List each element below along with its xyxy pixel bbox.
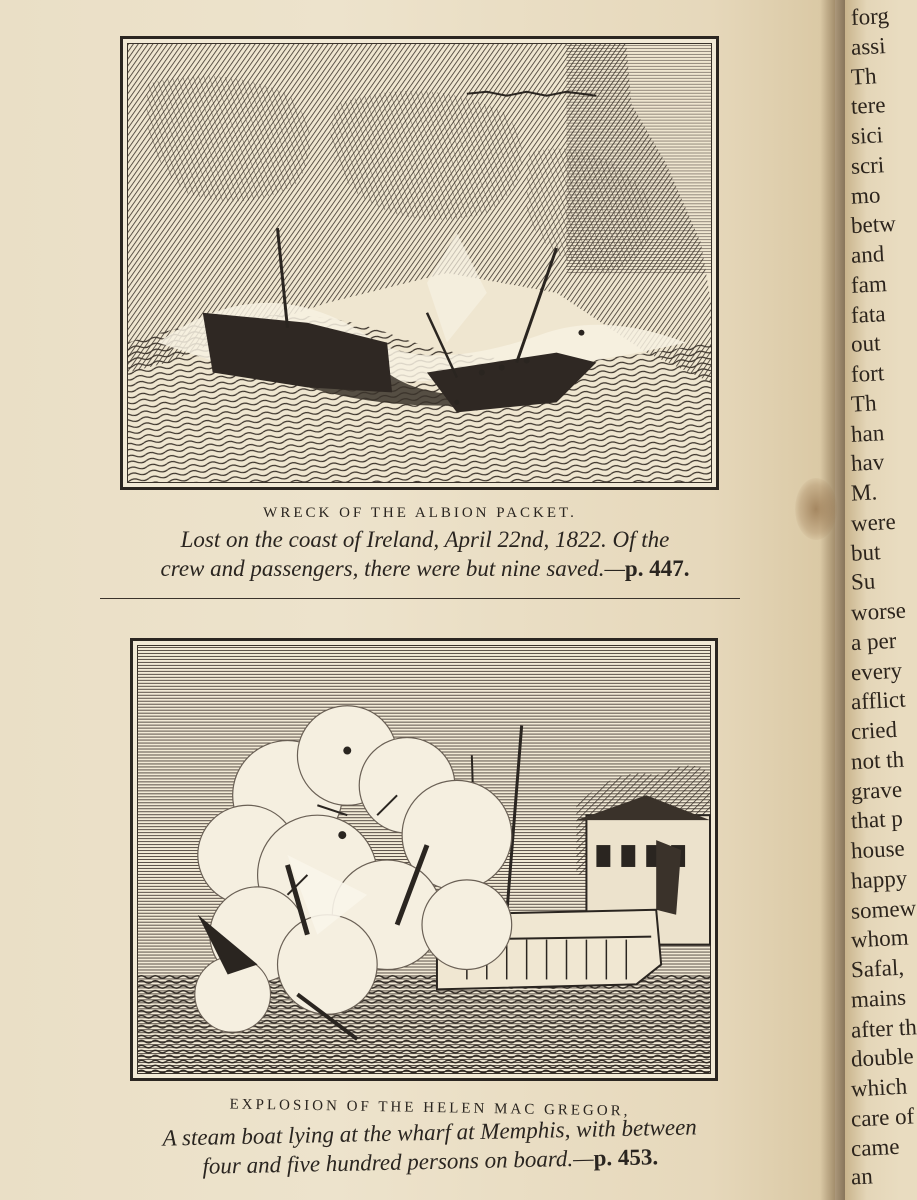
facing-page-fragment: that p	[850, 805, 904, 834]
engraving-frame	[127, 43, 712, 483]
facing-page-fragment: not th	[850, 746, 905, 775]
facing-page-fragment: Th	[850, 390, 878, 417]
facing-page	[845, 0, 917, 1200]
facing-page-fragment: tere	[850, 92, 887, 120]
facing-page-fragment: han	[850, 419, 885, 447]
plate1-title: WRECK OF THE ALBION PACKET.	[263, 505, 577, 521]
facing-page-fragment: but	[850, 538, 881, 566]
facing-page-fragment: fam	[850, 270, 888, 298]
plate1-page-ref: p. 447.	[624, 556, 690, 581]
wreck-illustration	[128, 44, 711, 482]
plate1-caption	[80, 525, 770, 583]
facing-page-fragment: scri	[850, 151, 885, 179]
facing-page-fragment: fata	[850, 300, 887, 328]
facing-page-fragment: double	[850, 1043, 915, 1072]
facing-page-fragment: assi	[850, 32, 887, 60]
plate2-title: EXPLOSION OF THE HELEN MAC GREGOR,	[229, 1096, 631, 1120]
plate1-caption-line1: Lost on the coast of Ireland, April 22nd, 1822. Of the	[180, 527, 670, 552]
section-divider	[100, 598, 740, 599]
facing-page-fragment: mains	[850, 984, 907, 1013]
explosion-illustration	[138, 646, 710, 1073]
facing-page-fragment: forg	[850, 3, 890, 30]
facing-page-fragment: worse	[850, 597, 907, 626]
plate1-caption-line2	[80, 554, 770, 583]
facing-page-fragment: Su	[850, 568, 876, 595]
facing-page-fragment: sici	[850, 122, 884, 149]
facing-page-fragment: a per	[850, 627, 897, 655]
facing-page-fragment: out	[850, 330, 881, 358]
plate2-page-ref: p. 453.	[593, 1144, 659, 1171]
engraving-frame	[137, 645, 711, 1074]
facing-page-fragment: afflict	[850, 686, 907, 715]
facing-page-fragment: every	[850, 657, 903, 685]
facing-page-fragment: after th	[850, 1013, 917, 1043]
facing-page-fragment: fort	[850, 360, 885, 387]
facing-page-fragment: house	[850, 835, 906, 864]
facing-page-fragment: M.	[850, 479, 878, 506]
facing-page-fragment: grave	[850, 776, 903, 804]
plate2-caption-text: four and five hundred persons on board.—	[202, 1145, 594, 1179]
facing-page-fragment: mo	[850, 181, 881, 209]
engraving-helen-macgregor	[130, 638, 718, 1081]
facing-page-fragment: happy	[850, 865, 908, 894]
facing-page-fragment: Safal,	[850, 954, 905, 983]
facing-page-fragment: care of	[850, 1103, 915, 1132]
plate2-caption-line1: A steam boat lying at the wharf at Memphis, with between	[162, 1114, 698, 1151]
facing-page-fragment: hav	[850, 449, 885, 477]
engraving-albion-wreck	[120, 36, 719, 490]
facing-page-fragment: Th	[850, 62, 878, 90]
facing-page-fragment: cried	[850, 716, 898, 745]
plate1-caption-text: crew and passengers, there were but nine saved.—	[160, 556, 625, 581]
facing-page-fragment: whom	[850, 924, 910, 953]
facing-page-fragment: betw	[850, 211, 897, 239]
facing-page-fragment: came	[850, 1133, 901, 1161]
facing-page-fragment: and	[850, 241, 885, 268]
facing-page-fragment: which	[850, 1073, 908, 1102]
facing-page-fragment: were	[850, 508, 897, 536]
facing-page-fragment: an	[850, 1163, 874, 1190]
facing-page-fragment: somew	[850, 894, 917, 924]
paper-stain	[795, 478, 837, 540]
